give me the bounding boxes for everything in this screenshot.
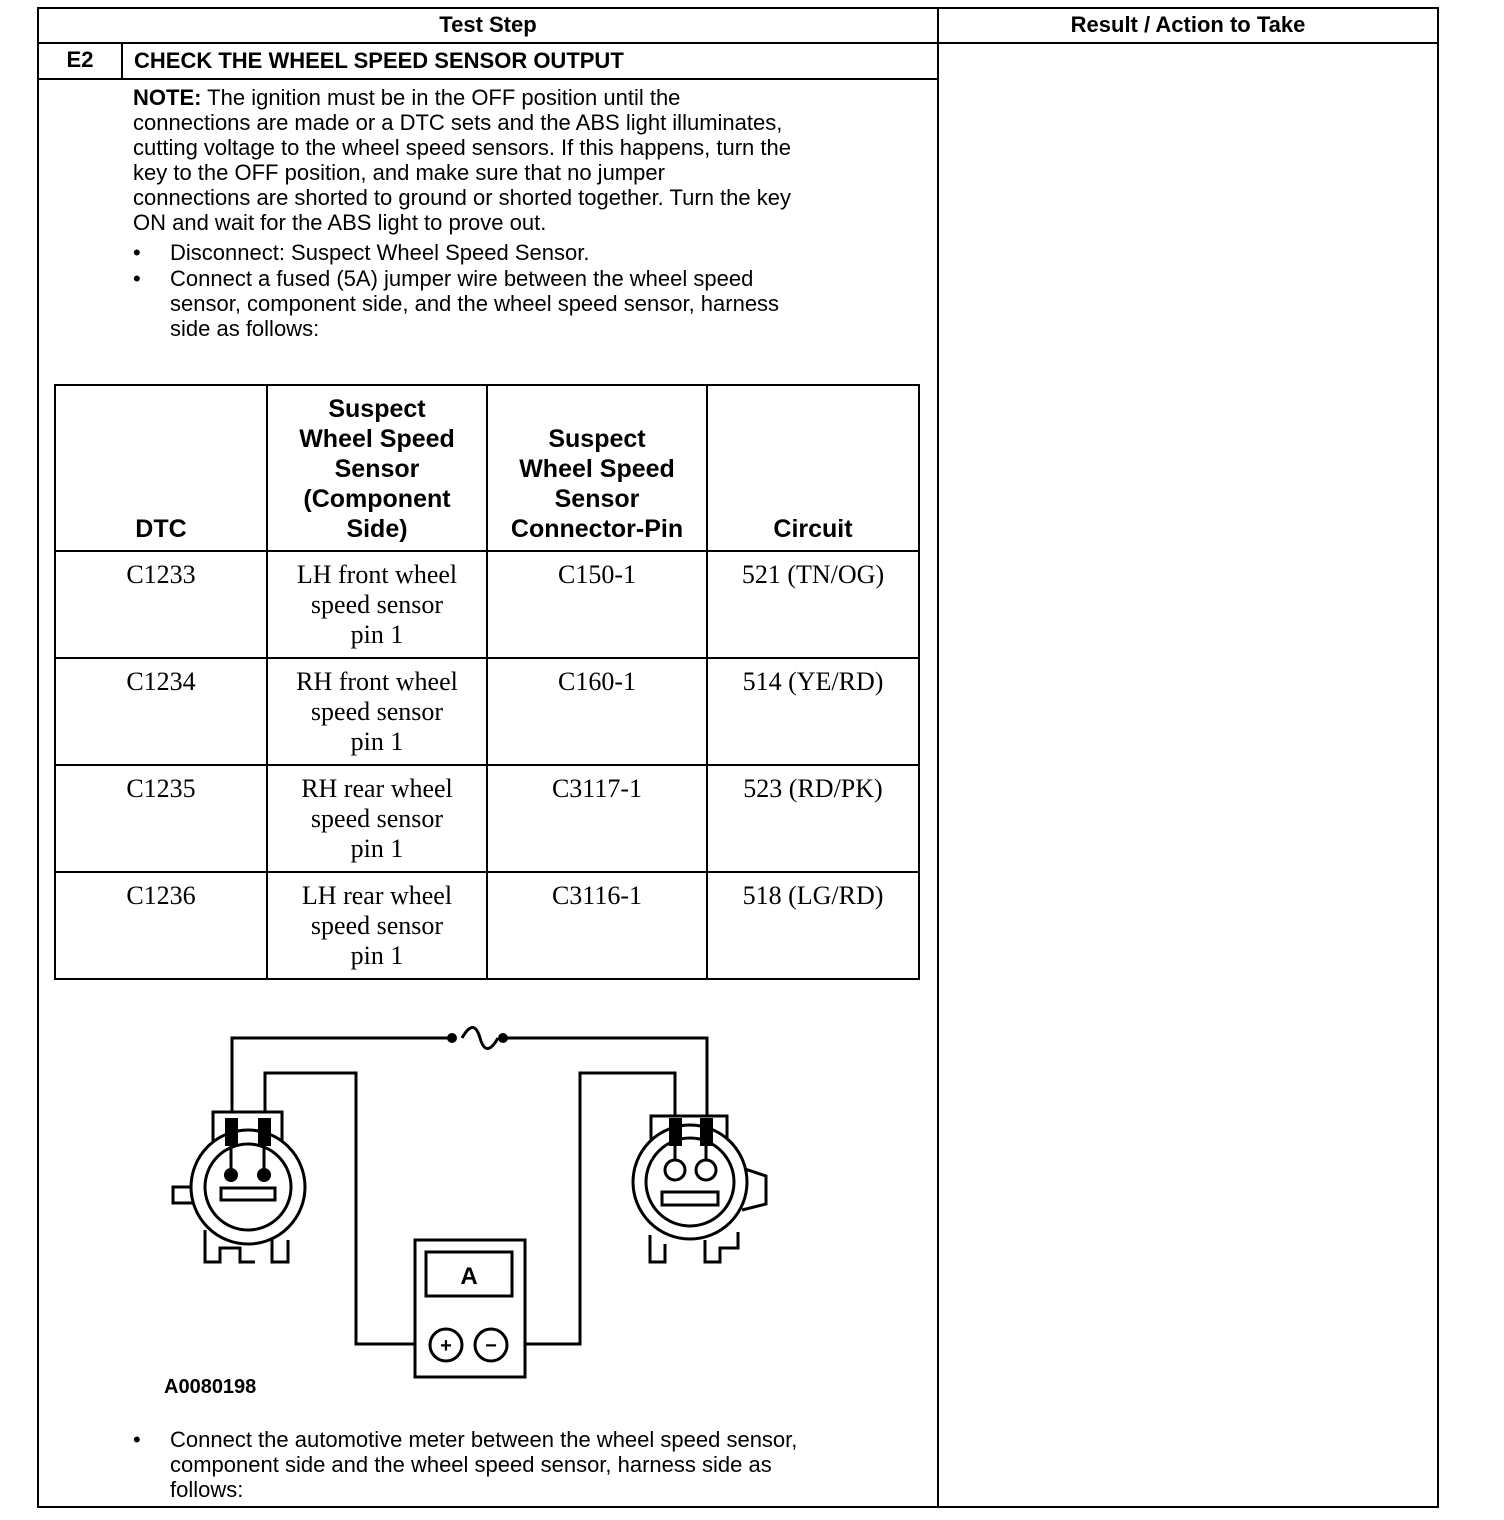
note-line: cutting voltage to the wheel speed sensors. If this happens, turn the	[133, 135, 791, 160]
bullet-text: Connect a fused (5A) jumper wire between the wheel speed	[170, 266, 754, 291]
sensor-connector-component	[173, 1112, 305, 1262]
cell-sensor: RH front wheel speed sensor pin 1	[267, 658, 487, 765]
note-label: NOTE:	[133, 85, 202, 110]
bullet-text: sensor, component side, and the wheel speed sensor, harness	[170, 291, 780, 316]
step-title: CHECK THE WHEEL SPEED SENSOR OUTPUT	[134, 48, 624, 73]
ammeter	[415, 1240, 525, 1377]
cell-pin: C3117-1	[487, 765, 707, 872]
col-header-connector-pin: Suspect Wheel Speed Sensor Connector-Pin	[487, 385, 707, 551]
cell-circuit: 514 (YE/RD)	[707, 658, 919, 765]
cell-sensor: RH rear wheel speed sensor pin 1	[267, 765, 487, 872]
col-header-circuit: Circuit	[707, 385, 919, 551]
note-paragraph	[133, 85, 933, 235]
step-title-divider	[37, 78, 939, 80]
sensor-connector-harness	[633, 1116, 766, 1262]
cell-pin: C3116-1	[487, 872, 707, 979]
note-line: ON and wait for the ABS light to prove out.	[133, 210, 547, 235]
table-row	[55, 765, 919, 872]
note-line: key to the OFF position, and make sure that no jumper	[133, 160, 665, 185]
figure-id: A0080198	[164, 1376, 257, 1398]
cell-dtc: C1234	[55, 658, 267, 765]
cell-sensor: LH rear wheel speed sensor pin 1	[267, 872, 487, 979]
table-row	[55, 551, 919, 658]
bullet-text: Connect the automotive meter between the wheel speed sensor,	[170, 1427, 798, 1452]
cell-pin: C160-1	[487, 658, 707, 765]
frame-bottom	[37, 1506, 1439, 1508]
cell-pin: C150-1	[487, 551, 707, 658]
fuse-terminal	[447, 1033, 457, 1043]
cell-sensor: LH front wheel speed sensor pin 1	[267, 551, 487, 658]
minus-sign: −	[485, 1335, 497, 1357]
step-id-divider	[121, 42, 123, 80]
bullet-text: component side and the wheel speed sensor, harness side as	[170, 1452, 772, 1477]
dtc-table	[54, 384, 920, 980]
col-header-component-side: Suspect Wheel Speed Sensor (Component Side)	[267, 385, 487, 551]
meter-display-label: A	[460, 1263, 478, 1290]
cell-circuit: 521 (TN/OG)	[707, 551, 919, 658]
cell-dtc: C1233	[55, 551, 267, 658]
cell-dtc: C1236	[55, 872, 267, 979]
bullet-dot: •	[133, 240, 141, 265]
step-id: E2	[66, 47, 94, 72]
result-action-cell	[939, 44, 1437, 1506]
bullet-text: follows:	[170, 1477, 244, 1502]
cell-dtc: C1235	[55, 765, 267, 872]
bullet-text: Disconnect: Suspect Wheel Speed Sensor.	[170, 240, 590, 265]
note-line: NOTE: The ignition must be in the OFF position until the	[133, 85, 681, 110]
header-test-step: Test Step	[439, 12, 537, 37]
fuse-terminal	[498, 1033, 508, 1043]
cell-circuit: 523 (RD/PK)	[707, 765, 919, 872]
jumper-wire	[232, 1028, 707, 1126]
cell-circuit: 518 (LG/RD)	[707, 872, 919, 979]
table-row	[55, 658, 919, 765]
table-header-row	[55, 385, 919, 551]
plus-sign: +	[440, 1335, 452, 1357]
frame-left	[37, 7, 39, 1508]
bullet-text: side as follows:	[170, 316, 320, 341]
note-line: connections are shorted to ground or shorted together. Turn the key	[133, 185, 791, 210]
frame-right	[1437, 7, 1439, 1508]
header-result-action: Result / Action to Take	[1070, 12, 1306, 37]
col-header-dtc: DTC	[55, 385, 267, 551]
table-row	[55, 872, 919, 979]
wiring-diagram	[150, 1010, 790, 1400]
bullet-dot: •	[133, 266, 141, 291]
note-line: connections are made or a DTC sets and the ABS light illuminates,	[133, 110, 783, 135]
bullet-dot: •	[133, 1427, 141, 1452]
